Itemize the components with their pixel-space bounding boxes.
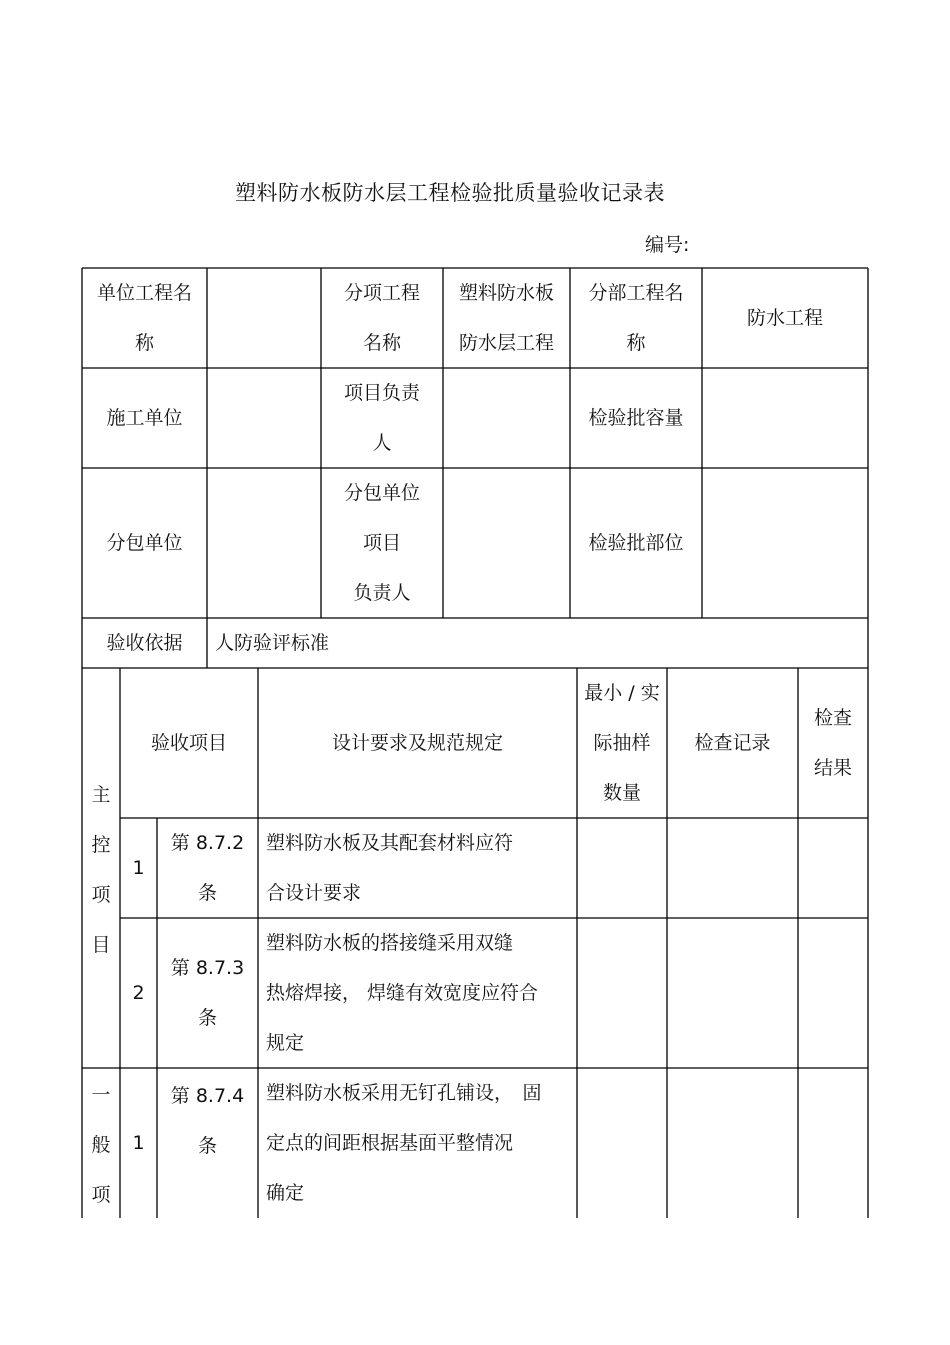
general-row-1-text: 塑料防水板采用无钉孔铺设， 固 定点的间距根据基面平整情况 确定 xyxy=(266,1082,542,1204)
general-row-1-clause: 第 8.7.4 条 xyxy=(170,1084,245,1157)
col-sample: 最小 / 实 际抽样 数量 xyxy=(584,682,660,804)
construction-unit-value[interactable] xyxy=(207,368,321,468)
general-row-1-num: 1 xyxy=(132,1132,145,1154)
sub-lead-label: 分包单位 项目 负责人 xyxy=(343,482,420,604)
subcontractor-label: 分包单位 xyxy=(106,532,183,554)
basis-value: 人防验评标准 xyxy=(215,632,330,654)
project-lead-label: 项目负责 人 xyxy=(343,382,420,454)
main-row-1-clause: 第 8.7.2 条 xyxy=(170,832,245,904)
number-label: 编号: xyxy=(645,234,690,256)
col-item: 验收项目 xyxy=(150,732,227,754)
project-lead-value[interactable] xyxy=(443,368,570,468)
general-label: 一 般 项 xyxy=(91,1084,111,1206)
main-row-1-num: 1 xyxy=(132,857,145,879)
main-row-2-text: 塑料防水板的搭接缝采用双缝 热熔焊接， 焊缝有效宽度应符合 规定 xyxy=(266,932,539,1054)
sub-lead-value[interactable] xyxy=(443,468,570,618)
main-row-2-num: 2 xyxy=(132,982,145,1004)
col-record: 检查记录 xyxy=(694,732,771,754)
construction-unit-label: 施工单位 xyxy=(106,407,183,429)
basis-label: 验收依据 xyxy=(106,632,183,654)
unit-project-label: 单位工程名 称 xyxy=(96,282,192,354)
sub-item-value: 塑料防水板 防水层工程 xyxy=(458,282,554,354)
batch-location-label: 检验批部位 xyxy=(588,532,684,554)
page-title: 塑料防水板防水层工程检验批质量验收记录表 xyxy=(235,181,665,205)
division-label: 分部工程名 称 xyxy=(588,282,684,354)
col-result: 检查 结果 xyxy=(813,707,852,779)
division-value: 防水工程 xyxy=(746,307,823,329)
subcontractor-value[interactable] xyxy=(207,468,321,618)
unit-project-value[interactable] xyxy=(207,268,321,368)
batch-capacity-value[interactable] xyxy=(702,368,868,468)
col-requirement: 设计要求及规范规定 xyxy=(331,732,503,754)
main-row-1-text: 塑料防水板及其配套材料应符 合设计要求 xyxy=(266,832,514,904)
batch-capacity-label: 检验批容量 xyxy=(588,407,684,429)
main-control-label: 主 控 项 目 xyxy=(91,784,111,956)
batch-location-value[interactable] xyxy=(702,468,868,618)
main-row-2-clause: 第 8.7.3 条 xyxy=(170,957,245,1029)
sub-item-label: 分项工程 名称 xyxy=(343,282,420,354)
